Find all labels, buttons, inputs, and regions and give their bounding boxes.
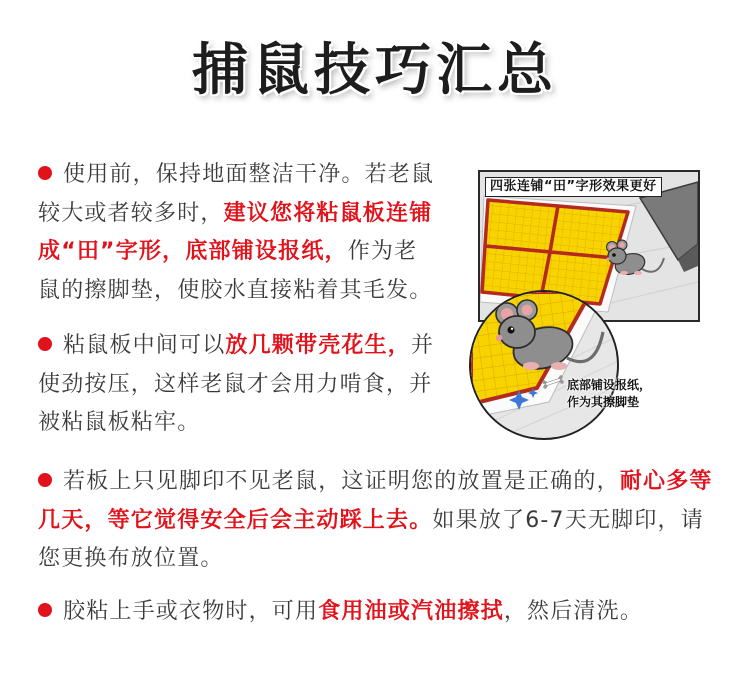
inset-caption (567, 377, 651, 411)
tip-text: 作为老 (347, 239, 418, 264)
tip-text: 粘鼠板中间可以 (63, 333, 226, 358)
glue-board (485, 200, 558, 252)
tip-text: 如果放了6-7天无脚印，请 (432, 507, 704, 533)
inset-caption-line: 作为其擦脚垫 (567, 395, 640, 409)
tip-line (38, 540, 713, 579)
tip-text: 并 (411, 333, 435, 358)
bullet-dot-icon (38, 603, 52, 617)
tip-text: 您更换布放位置。 (38, 546, 224, 571)
tip-line (38, 593, 643, 632)
tip-line (38, 404, 434, 443)
tip-text: ，然后清洗。 (503, 599, 644, 624)
tip-highlight-text: 食用油或汽油擦拭 (318, 599, 504, 624)
tip-line (38, 327, 434, 366)
page-title: 捕鼠技巧汇总 (192, 38, 558, 103)
bullet-dot-icon (38, 473, 52, 487)
tip-line (38, 233, 434, 272)
tip-text: 较大或者较多时， (38, 200, 224, 226)
bullet-dot-icon (38, 337, 52, 351)
tip-text: 若板上只见脚印不见老鼠，这证明您的放置是正确的， (63, 469, 620, 494)
tip-line (38, 463, 713, 502)
tip-text: 使劲按压，这样老鼠才会用力啃食，并 (38, 371, 433, 397)
tip-text: 被粘鼠板粘牢。 (38, 410, 201, 435)
tip-highlight-text: 建议您将粘鼠板连铺 (223, 200, 433, 226)
inset-scene (471, 292, 616, 437)
tip-line (38, 272, 434, 311)
tip-item (38, 156, 434, 310)
tip-text: 使用前，保持地面整洁干净。若老鼠 (63, 162, 435, 187)
tip-line (38, 366, 434, 405)
tip-highlight-text: 成“田”字形，底部铺设报纸， (38, 239, 348, 264)
tip-item (38, 593, 643, 632)
tip-line (38, 502, 713, 541)
tip-line (38, 195, 434, 234)
tip-text: 胶粘上手或衣物时，可用 (63, 599, 319, 624)
bullet-dot-icon (38, 166, 52, 180)
tip-text: 鼠的擦脚垫，使胶水直接粘着其毛发。 (38, 277, 433, 303)
tip-highlight-text: 放几颗带壳花生， (225, 333, 412, 358)
inset-circle (469, 290, 619, 440)
tile-layout-label: 四张连铺“田”字形效果更好 (485, 177, 662, 197)
tip-item (38, 327, 434, 443)
tip-item (38, 463, 713, 579)
inset-caption-line: 底部铺设报纸， (567, 378, 652, 392)
tip-line (38, 156, 434, 195)
tip-highlight-text: 几天，等它觉得安全后会主动踩上去。 (38, 507, 433, 533)
glue-board-grid (482, 200, 628, 304)
tip-highlight-text: 耐心多等 (619, 469, 713, 494)
